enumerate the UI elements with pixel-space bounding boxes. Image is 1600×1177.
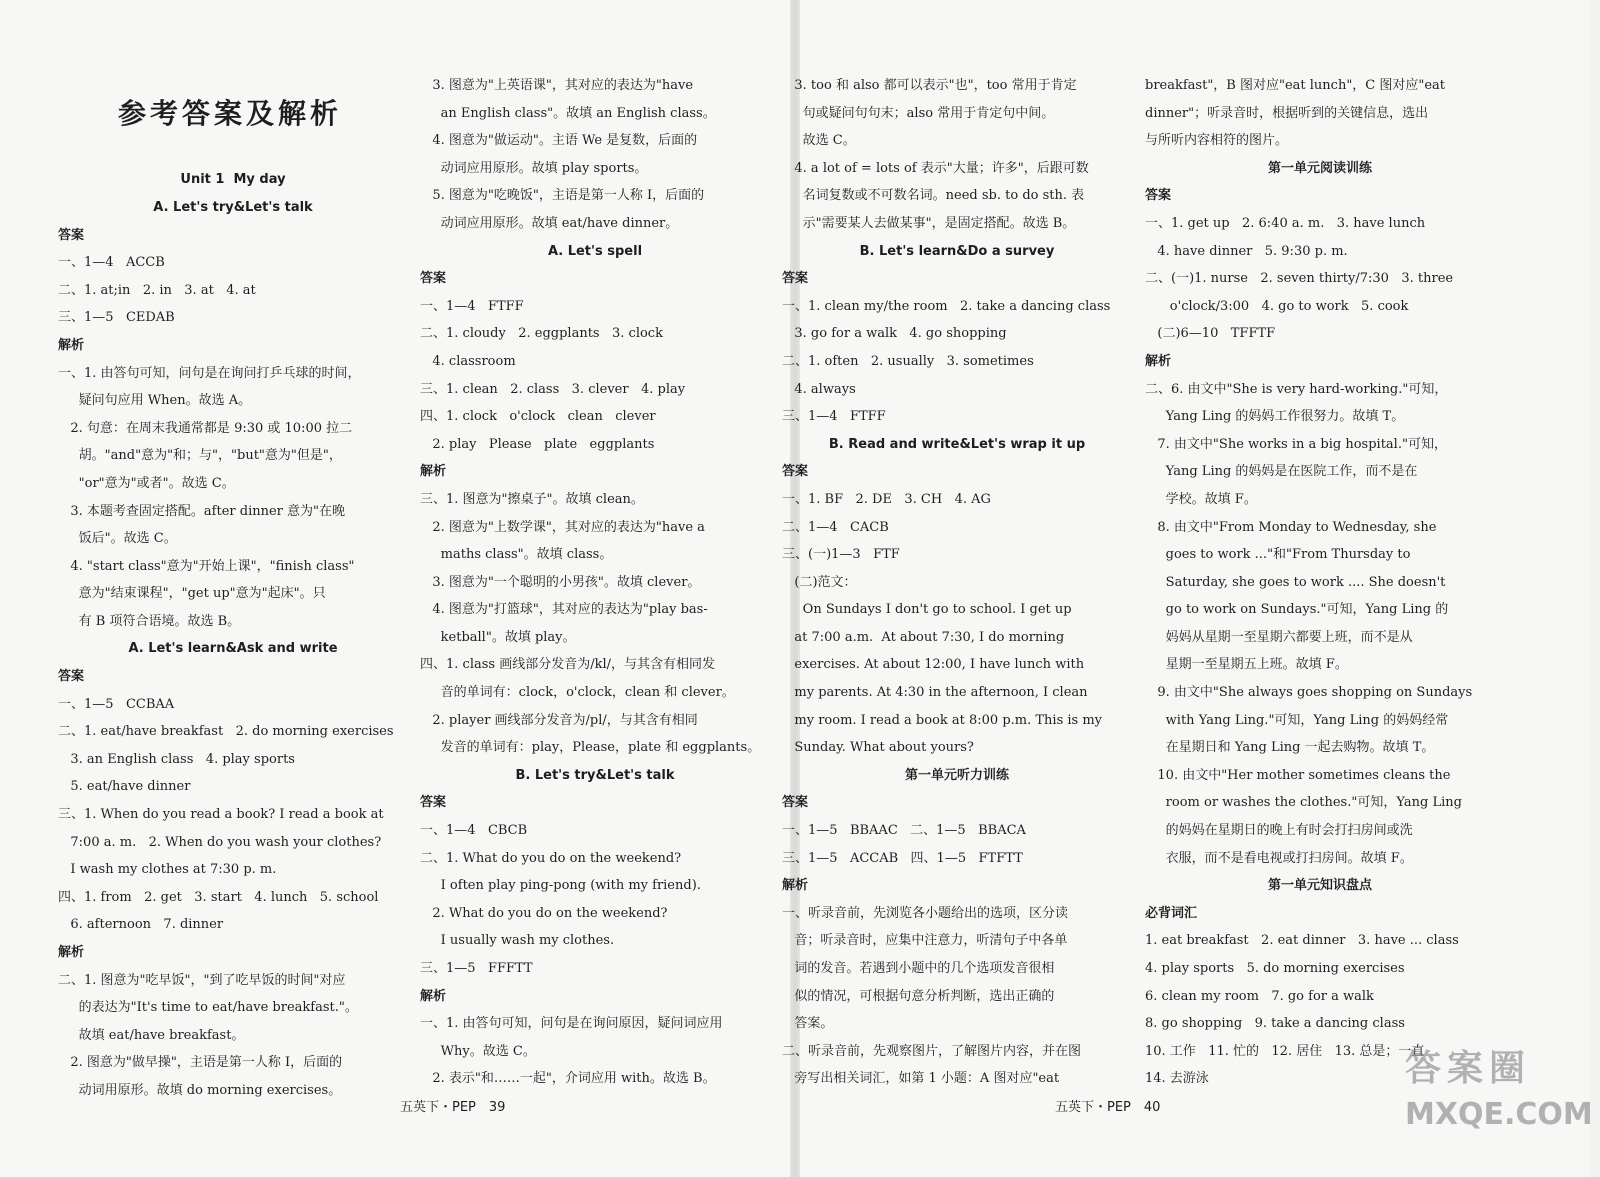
text-line: 二、1—4 CACB — [782, 519, 889, 535]
text-line: 四、1. clock o'clock clean clever — [420, 409, 656, 425]
text-line: 7:00 a. m. 2. When do you wash your clothes? — [58, 834, 382, 850]
text-line: 动词用原形。故填 do morning exercises。 — [58, 1082, 342, 1098]
text-line: 解析 — [1145, 353, 1172, 369]
text-line: 三、1. When do you read a book? I read a book at — [58, 807, 384, 823]
watermark-site: MXQE.COM — [1405, 1097, 1593, 1132]
text-line: 8. 由文中"From Monday to Wednesday, she — [1145, 519, 1437, 535]
text-line: 二、1. eat/have breakfast 2. do morning exercises — [58, 724, 394, 740]
left-page — [0, 0, 790, 1177]
text-line: A. Let's try&Let's talk — [153, 199, 313, 215]
text-line: 二、(一)1. nurse 2. seven thirty/7:30 3. three — [1145, 271, 1454, 287]
text-line: Why。故选 C。 — [420, 1043, 536, 1059]
text-line: 二、1. 图意为"吃早饭"，"到了吃早饭的时间"对应 — [58, 972, 346, 988]
watermark-logo: 答案圈 — [1405, 1048, 1532, 1089]
text-line: 发音的单词有：play，Please，plate 和 eggplants。 — [420, 740, 761, 756]
text-line: 8. go shopping 9. take a dancing class — [1145, 1016, 1405, 1032]
text-line: B. Let's try&Let's talk — [515, 767, 675, 783]
text-line: B. Read and write&Let's wrap it up — [828, 436, 1086, 452]
text-line: with Yang Ling."可知，Yang Ling 的妈妈经常 — [1145, 712, 1449, 728]
text-line: 学校。故填 F。 — [1145, 491, 1257, 507]
text-line: 3. 图意为"上英语课"，其对应的表达为"have — [420, 78, 694, 93]
text-line: 音的单词有：clock，o'clock，clean 和 clever。 — [420, 685, 735, 701]
text-line: 意为"结束课程"，"get up"意为"起床"。只 — [58, 586, 326, 602]
text-line: 解析 — [58, 945, 85, 960]
text-line: 3. 图意为"一个聪明的小男孩"。故填 clever。 — [420, 574, 701, 590]
text-line: 答案 — [58, 669, 85, 685]
text-line: 一、1. 由答句可知，问句是在询问原因，疑问词应用 — [420, 1016, 723, 1032]
text-line: 2. 图意为"上数学课"，其对应的表达为"have a — [420, 519, 705, 535]
text-line — [58, 56, 408, 84]
text-line: 答案 — [420, 795, 447, 811]
text-line: 二、1. cloudy 2. eggplants 3. clock — [420, 326, 663, 342]
text-line: 第一单元阅读训练 — [1267, 160, 1372, 176]
text-line: 答案 — [420, 271, 447, 287]
text-line: 一、1—4 CBCB — [420, 823, 528, 839]
text-line: 10. 工作 11. 忙的 12. 居住 13. 总是；一直 — [1145, 1043, 1425, 1059]
text-line: 4. 图意为"打篮球"，其对应的表达为"play bas- — [420, 602, 708, 618]
text-line: 衣服，而不是看电视或打扫房间。故填 F。 — [1145, 850, 1413, 866]
text-line: 的表达为"It's time to eat/have breakfast."。 — [58, 1000, 358, 1016]
text-line: 示"需要某人去做某事"，是固定搭配。故选 B。 — [782, 215, 1076, 231]
text-line: 动词应用原形。故填 eat/have dinner。 — [420, 215, 679, 231]
text-line: o'clock/3:00 4. go to work 5. cook — [1145, 298, 1409, 314]
text-line: 在星期日和 Yang Ling 一起去购物。故填 T。 — [1145, 740, 1435, 756]
text-line — [58, 111, 408, 139]
text-line: (二)6—10 TFFTF — [1145, 326, 1276, 342]
text-line: 一、1. 由答句可知，问句是在询问打乒乓球的时间， — [58, 365, 361, 381]
text-line: 解析 — [420, 988, 447, 1004]
text-line: 9. 由文中"She always goes shopping on Sundays — [1145, 685, 1473, 701]
text-line: 故填 eat/have breakfast。 — [58, 1027, 245, 1043]
text-line: Sunday. What about yours? — [782, 740, 974, 756]
text-line: 5. eat/have dinner — [58, 779, 191, 795]
footer-right: 五英下・PEP 40 — [1055, 1100, 1161, 1115]
text-line: Yang Ling 的妈妈工作很努力。故填 T。 — [1145, 409, 1405, 425]
text-line: 答案 — [1145, 188, 1172, 204]
text-line: 二、1. at;in 2. in 3. at 4. at — [58, 282, 256, 298]
text-line: 3. go for a walk 4. go shopping — [782, 326, 1007, 342]
text-line: 3. too 和 also 都可以表示"也"，too 常用于肯定 — [782, 78, 1077, 93]
text-line: 2. play Please plate eggplants — [420, 436, 655, 452]
text-line: ketball"。故填 play。 — [420, 629, 576, 645]
page-title: 参考答案及解析 — [118, 97, 343, 130]
text-line: 答案 — [782, 795, 809, 811]
text-line: go to work on Sundays."可知，Yang Ling 的 — [1145, 602, 1449, 618]
footer-left: 五英下・PEP 39 — [400, 1100, 506, 1115]
text-line: On Sundays I don't go to school. I get up — [782, 602, 1072, 618]
text-line: 名词复数或不可数名词。need sb. to do sth. 表 — [782, 188, 1085, 204]
text-line: dinner"；听录音时，根据听到的关键信息，选出 — [1145, 105, 1429, 121]
text-line: Unit 1 My day — [180, 172, 286, 188]
text-line: maths class"。故填 class。 — [420, 547, 613, 563]
text-line — [58, 139, 408, 167]
text-line: A. Let's spell — [547, 243, 643, 259]
text-line: 二、6. 由文中"She is very hard-working."可知， — [1145, 381, 1448, 397]
text-line: 胡。"and"意为"和；与"，"but"意为"但是"， — [58, 448, 342, 464]
text-line: 三、1. clean 2. class 3. clever 4. play — [420, 381, 686, 397]
text-line: 解析 — [782, 878, 809, 894]
text-line: 妈妈从星期一至星期六都要上班，而不是从 — [1145, 629, 1413, 645]
text-line: 一、1—5 BBAAC 二、1—5 BBACA — [782, 823, 1026, 839]
column-4 — [1145, 72, 1495, 1093]
text-line: breakfast"，B 图对应"eat lunch"，C 图对应"eat — [1145, 78, 1446, 93]
text-line: 三、1—5 CEDAB — [58, 310, 175, 326]
text-line: 4. a lot of = lots of 表示"大量；许多"，后跟可数 — [782, 160, 1089, 176]
text-line: A. Let's learn&Ask and write — [128, 641, 338, 657]
text-line: 2. What do you do on the weekend? — [420, 905, 668, 921]
text-line: 6. clean my room 7. go for a walk — [1145, 988, 1374, 1004]
text-line: goes to work ..."和"From Thursday to — [1145, 547, 1411, 563]
text-line: 旁写出相关词汇，如第 1 小题：A 图对应"eat — [782, 1071, 1060, 1087]
text-line: 故选 C。 — [782, 133, 856, 149]
text-line: 2. 图意为"做早操"，主语是第一人称 I，后面的 — [58, 1055, 343, 1071]
text-line: B. Let's learn&Do a survey — [859, 243, 1055, 259]
text-line: 四、1. from 2. get 3. start 4. lunch 5. school — [58, 889, 379, 905]
text-line: 二、1. often 2. usually 3. sometimes — [782, 353, 1034, 369]
text-line: 四、1. class 画线部分发音为/kl/，与其含有相同发 — [420, 657, 715, 673]
text-line: 星期一至星期五上班。故填 F。 — [1145, 657, 1348, 673]
text-line: 4. have dinner 5. 9:30 p. m. — [1145, 243, 1348, 259]
text-line: 2. 表示"和……一起"，介词应用 with。故选 B。 — [420, 1071, 716, 1087]
text-line: 三、(一)1—3 FTF — [782, 547, 900, 563]
text-line: 答案 — [782, 464, 809, 480]
text-line: 三、1—4 FTFF — [782, 409, 886, 425]
text-line: 14. 去游泳 — [1145, 1071, 1209, 1087]
text-line: 4. "start class"意为"开始上课"，"finish class" — [58, 558, 355, 574]
column-2 — [420, 72, 770, 1093]
text-line: (二)范文： — [782, 574, 857, 590]
text-line: I usually wash my clothes. — [420, 933, 615, 949]
text-line: 3. 本题考查固定搭配。after dinner 意为"在晚 — [58, 503, 346, 519]
text-line: 1. eat breakfast 2. eat dinner 3. have ... class — [1145, 933, 1459, 949]
text-line: 4. always — [782, 381, 856, 397]
text-line: 三、1. 图意为"擦桌子"。故填 clean。 — [420, 491, 644, 507]
text-line: room or washes the clothes."可知，Yang Ling — [1145, 795, 1462, 811]
text-line: 一、1. get up 2. 6:40 a. m. 3. have lunch — [1145, 215, 1426, 231]
text-line: "or"意为"或者"。故选 C。 — [58, 475, 235, 491]
column-1 — [58, 56, 408, 1105]
watermark — [1405, 1040, 1595, 1160]
text-line: 2. player 画线部分发音为/pl/，与其含有相同 — [420, 712, 698, 728]
text-line: 一、1—4 FTFF — [420, 298, 524, 314]
text-line: I wash my clothes at 7:30 p. m. — [58, 862, 277, 878]
text-line: 一、1—4 ACCB — [58, 255, 165, 271]
text-line: 4. 图意为"做运动"。主语 We 是复数，后面的 — [420, 133, 698, 149]
text-line: I often play ping-pong (with my friend). — [420, 878, 701, 894]
text-line: 二、1. What do you do on the weekend? — [420, 850, 682, 866]
text-line: 词的发音。若遇到小题中的几个选项发音很相 — [782, 961, 1055, 976]
text-line: Saturday, she goes to work .... She doesn't — [1145, 574, 1446, 590]
text-line: 答案 — [782, 271, 809, 287]
text-line: 2. 句意：在周末我通常都是 9:30 或 10:00 拉二 — [58, 420, 353, 436]
text-line: 4. classroom — [420, 353, 516, 369]
text-line: 5. 图意为"吃晚饭"，主语是第一人称 I，后面的 — [420, 188, 705, 204]
text-line: 答案。 — [782, 1016, 834, 1032]
text-line: my parents. At 4:30 in the afternoon, I clean — [782, 685, 1088, 701]
text-line: 一、1. clean my/the room 2. take a dancing class — [782, 298, 1111, 314]
text-line: 3. an English class 4. play sports — [58, 751, 295, 767]
text-line: 解析 — [420, 464, 447, 480]
text-line: 一、1—5 CCBAA — [58, 696, 175, 712]
text-line: 必背词汇 — [1145, 905, 1198, 921]
text-line: 一、1. BF 2. DE 3. CH 4. AG — [782, 491, 991, 507]
text-line: 疑问句应用 When。故选 A。 — [58, 393, 252, 409]
text-line: 饭后"。故选 C。 — [58, 531, 177, 547]
text-line: my room. I read a book at 8:00 p.m. This is my — [782, 712, 1103, 728]
column-3 — [782, 72, 1132, 1093]
text-line: Yang Ling 的妈妈是在医院工作，而不是在 — [1145, 464, 1418, 480]
text-line: 10. 由文中"Her mother sometimes cleans the — [1145, 767, 1451, 783]
text-line: 解析 — [58, 337, 85, 353]
text-line: 答案 — [58, 227, 85, 243]
text-line: 一、听录音前，先浏览各小题给出的选项，区分读 — [782, 905, 1069, 921]
text-line: 有 B 项符合语境。故选 B。 — [58, 613, 241, 629]
text-line: 第一单元听力训练 — [904, 767, 1009, 783]
text-line: 4. play sports 5. do morning exercises — [1145, 961, 1405, 976]
text-line: exercises. At about 12:00, I have lunch with — [782, 657, 1085, 673]
text-line: 的妈妈在星期日的晚上有时会打扫房间或洗 — [1145, 823, 1413, 839]
text-line: 似的情况，可根据句意分析判断，选出正确的 — [782, 988, 1055, 1004]
text-line: at 7:00 a.m. At about 7:30, I do morning — [782, 629, 1065, 645]
text-line: 三、1—5 ACCAB 四、1—5 FTFTT — [782, 850, 1023, 866]
text-line: 三、1—5 FFFTT — [420, 961, 533, 976]
text-line: 7. 由文中"She works in a big hospital."可知， — [1145, 436, 1447, 452]
text-line: 二、听录音前，先观察图片，了解图片内容，并在图 — [782, 1043, 1082, 1059]
text-line — [58, 84, 408, 112]
text-line: an English class"。故填 an English class。 — [420, 105, 716, 121]
text-line: 音；听录音时，应集中注意力，听清句子中各单 — [782, 933, 1068, 949]
text-line: 第一单元知识盘点 — [1267, 878, 1372, 894]
text-line: 6. afternoon 7. dinner — [58, 917, 224, 933]
text-line: 与所听内容相符的图片。 — [1145, 133, 1289, 149]
text-line: 动词应用原形。故填 play sports。 — [420, 160, 648, 176]
text-line: 句或疑问句句末；also 常用于肯定句中间。 — [782, 105, 1055, 121]
right-page — [782, 0, 1590, 1177]
